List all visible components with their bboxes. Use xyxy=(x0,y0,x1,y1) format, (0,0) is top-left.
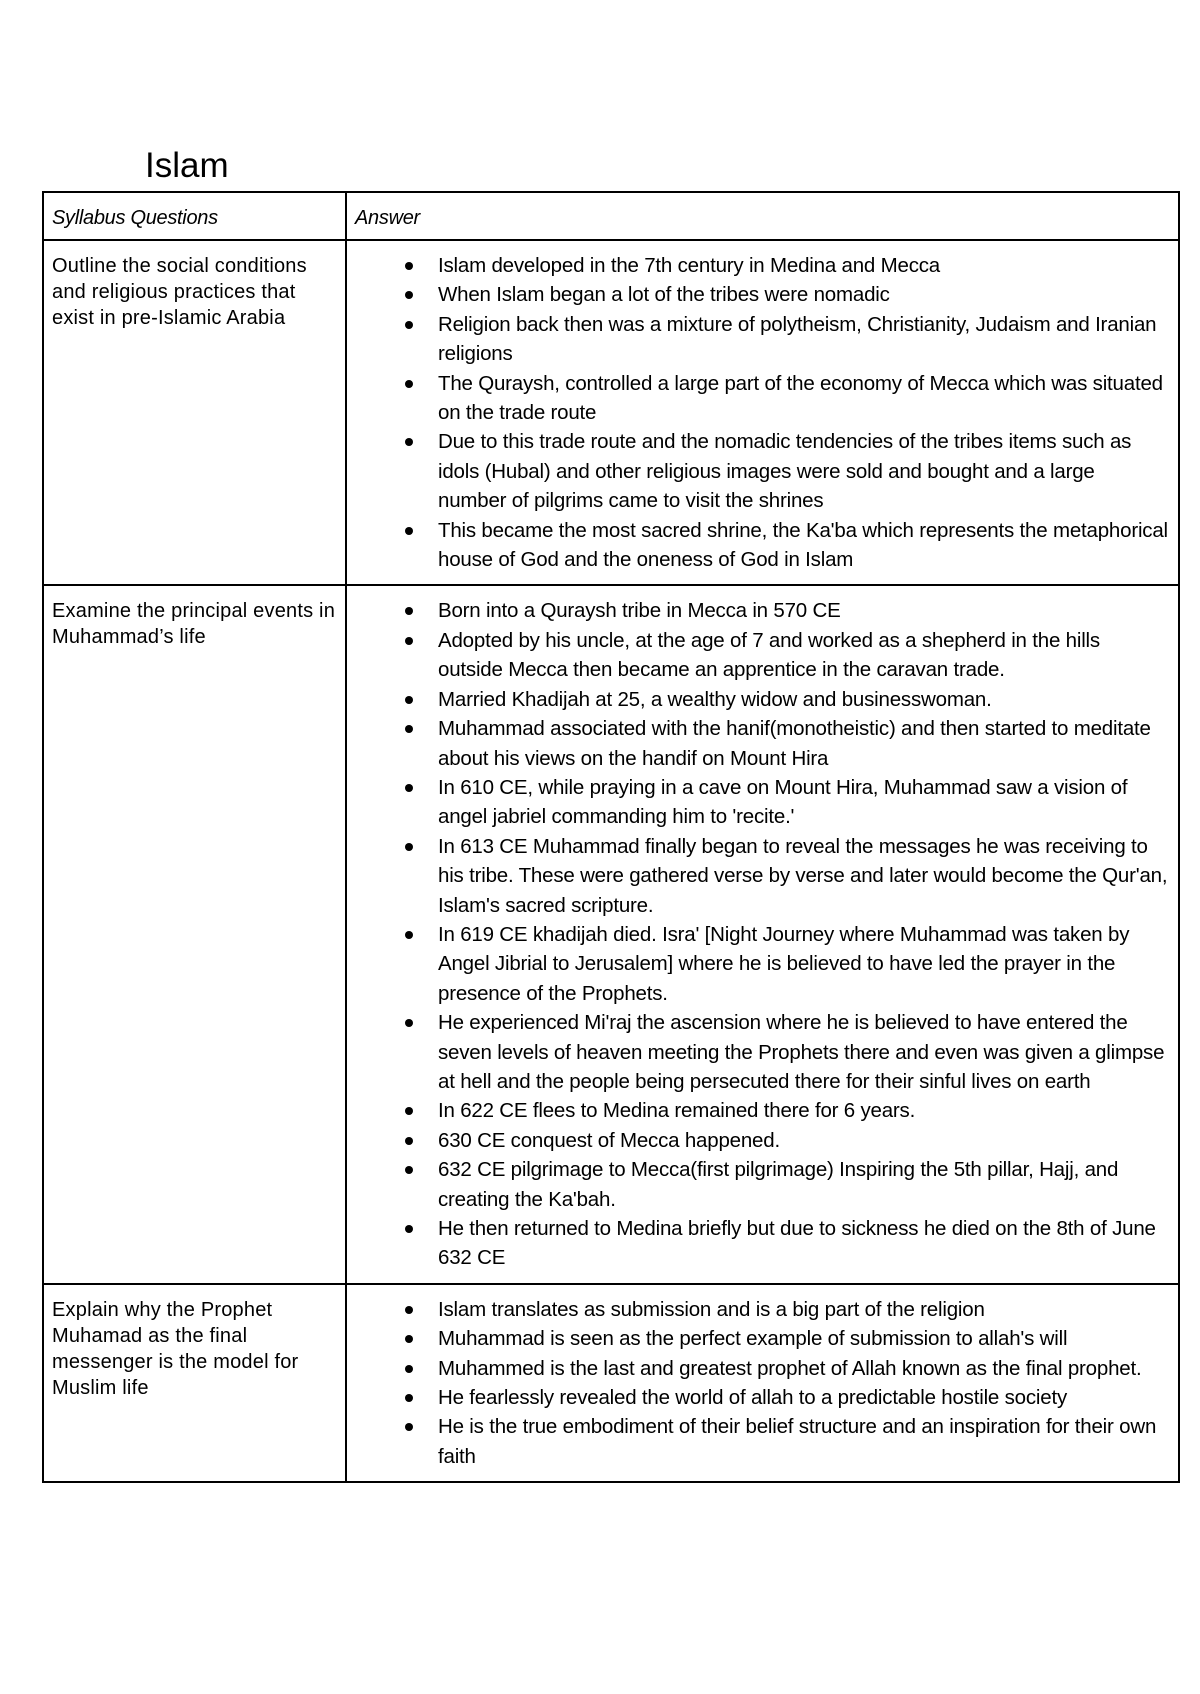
header-row xyxy=(43,192,1179,240)
answer-cell xyxy=(346,1284,1179,1482)
answer-bullet: Born into a Quraysh tribe in Mecca in 570 CE xyxy=(355,596,1168,625)
answer-bullet: Muhammad associated with the hanif(monotheistic) and then started to meditate about his views on the handif on Mount Hira xyxy=(355,714,1168,773)
answer-bullet: Due to this trade route and the nomadic tendencies of the tribes items such as idols (Hubal) and other religious images were sold and bought and a large number of pilgrims came to visit the shrines xyxy=(355,427,1168,515)
answer-bullet: Adopted by his uncle, at the age of 7 and worked as a shepherd in the hills outside Mecca then became an apprentice in the caravan trade. xyxy=(355,626,1168,685)
answer-bullet: In 622 CE flees to Medina remained there for 6 years. xyxy=(355,1096,1168,1125)
answer-bullet: Islam developed in the 7th century in Medina and Mecca xyxy=(355,251,1168,280)
answer-bullet: He fearlessly revealed the world of allah to a predictable hostile society xyxy=(355,1383,1168,1412)
answer-bullet: In 619 CE khadijah died. Isra' [Night Journey where Muhammad was taken by Angel Jibrial to Jerusalem] where he is believed to have led the prayer in the presence of the Prophets. xyxy=(355,920,1168,1008)
answer-bullet: Islam translates as submission and is a big part of the religion xyxy=(355,1295,1168,1324)
table-header xyxy=(43,192,1179,240)
answer-bullet: 630 CE conquest of Mecca happened. xyxy=(355,1126,1168,1155)
syllabus-table xyxy=(42,191,1180,1483)
question-cell: Outline the social conditions and religious practices that exist in pre-Islamic Arabia xyxy=(43,240,346,585)
table-body xyxy=(43,240,1179,1482)
answer-bullet: Married Khadijah at 25, a wealthy widow and businesswoman. xyxy=(355,685,1168,714)
syllabus-questions-header: Syllabus Questions xyxy=(43,192,346,240)
table-row xyxy=(43,240,1179,585)
answer-bullet: Religion back then was a mixture of polytheism, Christianity, Judaism and Iranian religions xyxy=(355,310,1168,369)
answer-cell xyxy=(346,585,1179,1283)
answer-bullet-list xyxy=(355,1295,1168,1471)
answer-bullet: Muhammed is the last and greatest prophet of Allah known as the final prophet. xyxy=(355,1354,1168,1383)
table-row xyxy=(43,1284,1179,1482)
answer-bullet: This became the most sacred shrine, the Ka'ba which represents the metaphorical house of God and the oneness of God in Islam xyxy=(355,516,1168,575)
answer-bullet: When Islam began a lot of the tribes were nomadic xyxy=(355,280,1168,309)
table-row xyxy=(43,585,1179,1283)
answer-bullet: In 610 CE, while praying in a cave on Mount Hira, Muhammad saw a vision of angel jabriel commanding him to 'recite.' xyxy=(355,773,1168,832)
answer-bullet: He then returned to Medina briefly but due to sickness he died on the 8th of June 632 CE xyxy=(355,1214,1168,1273)
answer-bullet: He experienced Mi'raj the ascension where he is believed to have entered the seven levels of heaven meeting the Prophets there and even was given a glimpse at hell and the people being persecuted there for their sinful lives on earth xyxy=(355,1008,1168,1096)
answer-bullet-list xyxy=(355,251,1168,574)
question-cell: Examine the principal events in Muhammad’s life xyxy=(43,585,346,1283)
answer-bullet: In 613 CE Muhammad finally began to reveal the messages he was receiving to his tribe. These were gathered verse by verse and later would become the Qur'an, Islam's sacred scripture. xyxy=(355,832,1168,920)
question-cell: Explain why the Prophet Muhamad as the final messenger is the model for Muslim life xyxy=(43,1284,346,1482)
answer-bullet: He is the true embodiment of their belief structure and an inspiration for their own faith xyxy=(355,1412,1168,1471)
page-title: Islam xyxy=(145,146,229,185)
answer-bullet: 632 CE pilgrimage to Mecca(first pilgrimage) Inspiring the 5th pillar, Hajj, and creating the Ka'bah. xyxy=(355,1155,1168,1214)
answer-header: Answer xyxy=(346,192,1179,240)
answer-cell xyxy=(346,240,1179,585)
answer-bullet-list xyxy=(355,596,1168,1272)
answer-bullet: The Quraysh, controlled a large part of the economy of Mecca which was situated on the trade route xyxy=(355,369,1168,428)
answer-bullet: Muhammad is seen as the perfect example of submission to allah's will xyxy=(355,1324,1168,1353)
